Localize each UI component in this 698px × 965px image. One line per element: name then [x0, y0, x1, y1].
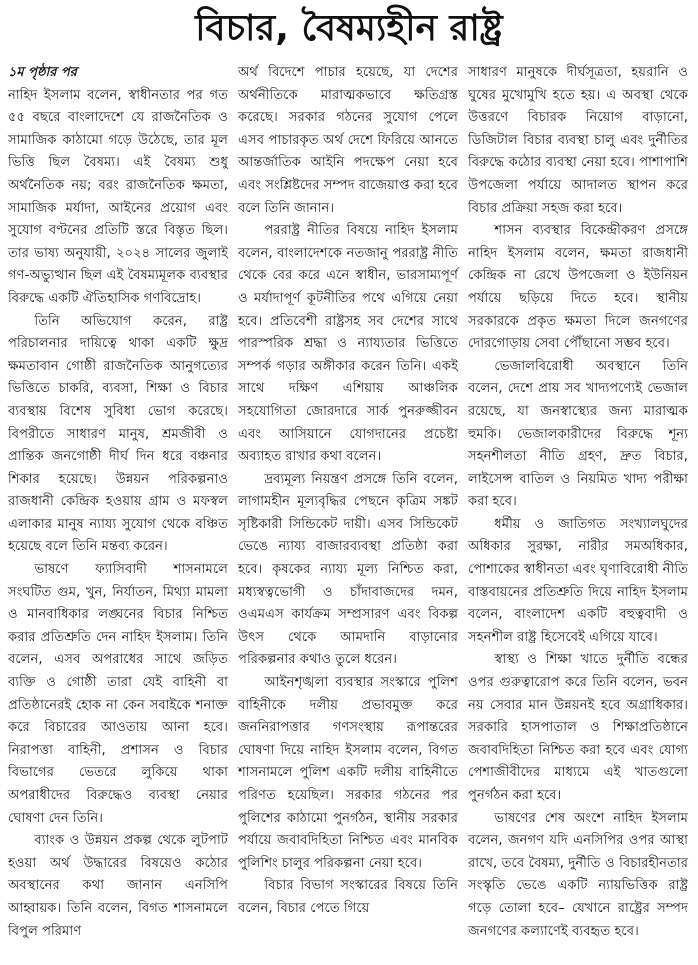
article-paragraph: ভাষণে ফ্যাসিবাদী শাসনামলে সংঘটিত গুম, খুন, নির্যাতন, মিথ্যা মামলা ও মানবাধিকার লঙ্ঘনের বিচার নিশ্চিত করার প্রতিশ্রুতি দেন নাহিদ ইসলাম। তিনি বলেন, এসব অপরাধের সাথে জড়িত ব্যক্তি ও গোষ্ঠী তারা যেই বাহিনী বা প্রতিষ্ঠানেরই হোক না কেন সবাইকে শনাক্ত করে বিচারের আওতায় আনা হবে। নিরাপত্তা বাহিনী, প্রশাসন ও বিচার বিভাগের ভেতরে লুকিয়ে থাকা অপরাধীদের বিরুদ্ধেও ব্যবস্থা নেয়ার ঘোষণা দেন তিনি।	[8, 562, 228, 826]
article-paragraph: তিনি অভিযোগ করেন, রাষ্ট্র পরিচালনার দায়িত্বে থাকা একটি ক্ষুদ্র ক্ষমতাবান গোষ্ঠী রাজনৈতিক আনুগত্যের ভিত্তিতে চাকরি, ব্যবসা, শিক্ষা ও বিচার ব্যবস্থায় বিশেষ সুবিধা ভোগ করেছে। বিপরীতে সাধারণ মানুষ, শ্রমজীবী ও প্রান্তিক জনগোষ্ঠী দীর্ঘ দিন ধরে বঞ্চনার শিকার হয়েছে। উন্নয়ন পরিকল্পনাও রাজধানী কেন্দ্রিক হওয়ায় গ্রাম ও মফস্বল এলাকার মানুষ ন্যায্য সুযোগ থেকে বঞ্চিত হয়েছে বলে তিনি মন্তব্য করেন।	[8, 313, 228, 555]
article-paragraph: শাসন ব্যবস্থার বিকেন্দ্রীকরণ প্রসঙ্গে নাহিদ ইসলাম বলেন, ক্ষমতা রাজধানী কেন্দ্রিক না রেখে উপজেলা ও ইউনিয়ন পর্যায়ে ছড়িয়ে দিতে হবে। স্থানীয় সরকারকে প্রকৃত ক্ষমতা দিলে জনগণের দোরগোড়ায় সেবা পৌঁছানো সম্ভব হবে।	[468, 223, 688, 352]
article-paragraph: ব্যাংক ও উন্নয়ন প্রকল্প থেকে লুটপাট হওয়া অর্থ উদ্ধারের বিষয়েও কঠোর অবস্থানের কথা জানান এনসিপি আহ্বায়ক। তিনি বলেন, বিগত শাসনামলে বিপুল পরিমাণ	[8, 833, 228, 939]
article-paragraph: অর্থ বিদেশে পাচার হয়েছে, যা দেশের অর্থনীতিকে মারাত্মকভাবে ক্ষতিগ্রস্ত করেছে। সরকার গঠনের সুযোগ পেলে এসব পাচারকৃত অর্থ দেশে ফিরিয়ে আনতে আন্তর্জাতিক আইনি পদক্ষেপ নেয়া হবে এবং সংশ্লিষ্টদের সম্পদ বাজেয়াপ্ত করা হবে বলে তিনি জানান।	[238, 65, 458, 216]
article-paragraph: স্বাস্থ্য ও শিক্ষা খাতে দুর্নীতি বন্ধের ওপর গুরুত্বারোপ করে তিনি বলেন, ভবন নয় সেবার মান উন্নয়নই হবে অগ্রাধিকার। সরকারি হাসপাতাল ও শিক্ষাপ্রতিষ্ঠানে জবাবদিহিতা নিশ্চিত করা হবে এবং যোগ্য পেশাজীবীদের মাধ্যমে এই খাতগুলো পুনর্গঠন করা হবে।	[468, 652, 688, 803]
article-column-3	[468, 62, 688, 943]
article-paragraph: সাধারণ মানুষকে দীর্ঘসূত্রতা, হয়রানি ও ঘুষের মুখোমুখি হতে হয়। এ অবস্থা থেকে উত্তরণে বিচারক নিয়োগ বাড়ানো, ডিজিটাল বিচার ব্যবস্থা চালু এবং দুর্নীতির বিরুদ্ধে কঠোর ব্যবস্থা নেয়া হবে। পাশাপাশি উপজেলা পর্যায়ে আদালত স্থাপন করে বিচার প্রক্রিয়া সহজ করা হবে।	[468, 65, 688, 216]
article-paragraph: ধর্মীয় ও জাতিগত সংখ্যালঘুদের অধিকার সুরক্ষা, নারীর সমঅধিকার, পোশাকের স্বাধীনতা এবং ঘৃণাবিরোধী নীতি বাস্তবায়নের প্রতিশ্রুতি দিয়ে নাহিদ ইসলাম বলেন, বাংলাদেশ একটি বহুত্ববাদী ও সহনশীল রাষ্ট্র হিসেবেই এগিয়ে যাবে।	[468, 516, 688, 645]
headline: বিচার, বৈষম্যহীন রাষ্ট্র	[195, 8, 503, 49]
article-paragraph: বিচার বিভাগ সংস্কারের বিষয়ে তিনি বলেন, বিচার পেতে গিয়ে	[238, 878, 458, 916]
article-paragraph: আইনশৃঙ্খলা ব্যবস্থার সংস্কারে পুলিশ বাহিনীকে দলীয় প্রভাবমুক্ত করে জননিরাপত্তার গণসংস্থায় রূপান্তরের ঘোষণা দিয়ে নাহিদ ইসলাম বলেন, বিগত শাসনামলে পুলিশ একটি দলীয় বাহিনীতে পরিণত হয়েছিল। সরকার গঠনের পর পুলিশের কাঠামো পুনর্গঠন, স্থানীয় সরকার পর্যায়ে জবাবদিহিতা নিশ্চিত এবং মানবিক পুলিশিং চালুর পরিকল্পনা নেয়া হবে।	[238, 675, 458, 871]
article-paragraph: নাহিদ ইসলাম বলেন, স্বাধীনতার পর গত ৫৫ বছরে বাংলাদেশে যে রাজনৈতিক ও সামাজিক কাঠামো গড়ে উঠেছে, তার মূল ভিত্তি ছিল বৈষম্য। এই বৈষম্য শুধু অর্থনৈতিক নয়; বরং রাজনৈতিক ক্ষমতা, সামাজিক মর্যাদা, আইনের প্রয়োগ এবং সুযোগ বণ্টনের প্রতিটি স্তরে বিস্তৃত ছিল। তার ভাষ্য অনুযায়ী, ২০২৪ সালের জুলাই গণ-অভ্যুত্থান ছিল এই বৈষম্যমূলক ব্যবস্থার বিরুদ্ধে একটি ঐতিহাসিক গণবিদ্রোহ।	[8, 87, 228, 306]
article-paragraph: দ্রব্যমূল্য নিয়ন্ত্রণ প্রসঙ্গে তিনি বলেন, লাগামহীন মূল্যবৃদ্ধির পেছনে কৃত্রিম সঙ্কট সৃষ্টিকারী সিন্ডিকেট দায়ী। এসব সিন্ডিকেট ভেঙে ন্যায্য বাজারব্যবস্থা প্রতিষ্ঠা করা হবে। কৃষকের ন্যায্য মূল্য নিশ্চিত করা, মধ্যস্বত্বভোগী ও চাঁদাবাজদের দমন, ওএমএস কার্যক্রম সম্প্রসারণ এবং বিকল্প উৎস থেকে আমদানি বাড়ানোর পরিকল্পনার কথাও তুলে ধরেন।	[238, 471, 458, 668]
article-paragraph: ভাষণের শেষ অংশে নাহিদ ইসলাম বলেন, জনগণ যদি এনসিপির ওপর আস্থা রাখে, তবে বৈষম্য, দুর্নীতি ও বিচারহীনতার সংস্কৃতি ভেঙে একটি ন্যায়ভিত্তিক রাষ্ট্র গড়ে তোলা হবে– যেখানে রাষ্ট্রের সম্পদ জনগণের কল্যাণেই ব্যবহৃত হবে।	[468, 810, 688, 939]
continued-from-label: ১ম পৃষ্ঠার পর	[8, 65, 77, 80]
article-paragraph: ভেজালবিরোধী অবস্থানে তিনি বলেন, দেশে প্রায় সব খাদ্যপণ্যেই ভেজাল রয়েছে, যা জনস্বাস্থ্যের জন্য মারাত্মক হুমকি। ভেজালকারীদের বিরুদ্ধে শূন্য সহনশীলতা নীতি গ্রহণ, দ্রুত বিচার, লাইসেন্স বাতিল ও নিয়মিত খাদ্য পরীক্ষা করা হবে।	[468, 358, 688, 510]
article-column-1	[8, 62, 228, 943]
article-column-2	[238, 62, 458, 921]
article-paragraph: পররাষ্ট্র নীতির বিষয়ে নাহিদ ইসলাম বলেন, বাংলাদেশকে নতজানু পররাষ্ট্র নীতি থেকে বের করে এনে স্বাধীন, ভারসাম্যপূর্ণ ও মর্যাদাপূর্ণ কূটনীতির পথে এগিয়ে নেয়া হবে। প্রতিবেশী রাষ্ট্রসহ সব দেশের সাথে পারস্পরিক শ্রদ্ধা ও ন্যায্যতার ভিত্তিতে সম্পর্ক গড়ার অঙ্গীকার করেন তিনি। একই সাথে দক্ষিণ এশিয়ায় আঞ্চলিক সহযোগিতা জোরদারে সার্ক পুনরুজ্জীবন এবং আসিয়ানে যোগদানের প্রচেষ্টা অব্যাহত রাখার কথা বলেন।	[238, 223, 458, 465]
